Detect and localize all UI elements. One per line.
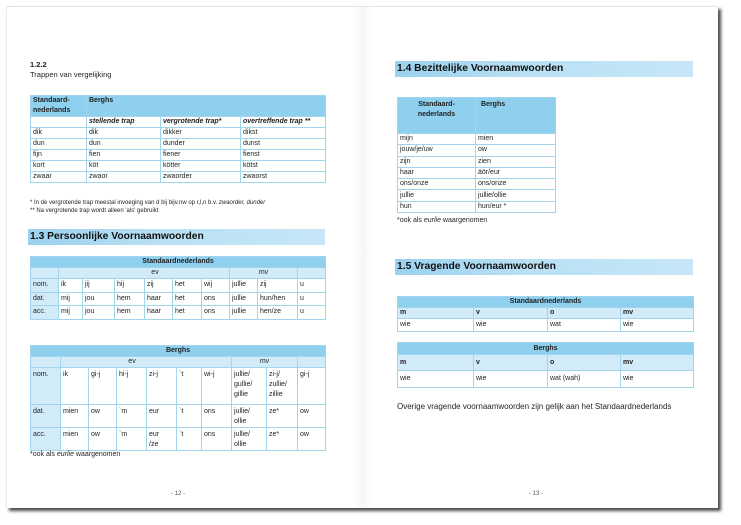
eurlie-note [397,216,487,225]
table-cell: het [173,279,202,293]
case-label: nom. [31,279,59,293]
heading-personal-pronouns: 1.3 Persoonlijke Voornaamwoorden [28,229,325,245]
table-cell: ze* [267,428,298,451]
table-cell: wat (wah) [548,371,621,388]
possessive-header-row [398,98,556,134]
table-cell: jullie [230,306,258,320]
table-title: Standaardnederlands [31,257,326,268]
table-cell: fijn [31,150,87,161]
table-row [398,319,694,332]
table-row [31,292,326,306]
gender-header-row [398,355,694,371]
case-label: dat. [31,292,59,306]
table-cell: eur /ze [147,428,177,451]
note-italic: eurlie [423,217,441,224]
heading-interrogative-pronouns: 1.5 Vragende Voornaamwoorden [395,259,693,275]
gender-header: m [398,355,474,371]
table-cell: wat [548,319,621,332]
table-cell: fienst [241,150,326,161]
page-number: - 13 - [529,491,544,497]
table-cell: ow [298,405,326,428]
table-cell: mien [61,428,89,451]
table-row [31,128,326,139]
number-row [31,268,326,279]
table-cell: hem [115,292,145,306]
table-cell: jullie/ollie [476,190,556,201]
table-cell: ons [202,428,232,451]
table-row [398,190,556,201]
table-cell: zij [145,279,173,293]
table-cell: jullie [230,279,258,293]
table-cell: zi-j [147,368,177,405]
table-title-row [398,343,694,355]
page-number: - 12 - [171,491,186,497]
table-row [398,145,556,156]
closing-text: Overige vragende voornaamwoorden zijn gelijk aan het Standaardnederlands [397,402,672,411]
berghs-interrogative-table [397,342,694,388]
table-cell: ze* [267,405,298,428]
table-cell: äör/eur [476,167,556,178]
table-cell: `t [177,368,202,405]
header-berghs: Berghs [476,98,556,134]
table-row [31,428,326,451]
subheader-empty [31,117,87,128]
table-cell: zien [476,156,556,167]
header-standard: Standaard- nederlands [398,98,476,134]
table-cell: dun [87,139,161,150]
table-row [398,179,556,190]
table-title-row [398,297,694,308]
table-cell: jij [83,279,115,293]
table-cell: hun [398,201,476,212]
table-cell: jullie/ ollie [232,405,267,428]
table-cell: `m [117,405,147,428]
table-row [398,156,556,167]
eurlie-note [30,450,120,459]
table-cell: zij [258,279,298,293]
table-row [31,172,326,183]
note-prefix: *ook als [397,217,424,224]
table-title: Standaardnederlands [398,297,694,308]
footnote-1 [30,199,265,207]
table-cell: u [298,306,326,320]
table-title-row [31,346,326,357]
table-cell: wie [621,371,694,388]
table-cell: ons [202,306,230,320]
footnote-1-example: zwaorder, dunder [218,200,266,206]
table-cell: zwaar [31,172,87,183]
table-cell: ons/onze [398,179,476,190]
comparison-table [30,95,326,183]
gender-header: o [548,355,621,371]
table-cell: dikst [241,128,326,139]
table-cell: fiener [161,150,241,161]
possessive-table [397,97,556,213]
table-cell: dik [87,128,161,139]
table-cell: wie [621,319,694,332]
gender-header-row [398,308,694,319]
table-cell: haar [398,167,476,178]
table-row [31,306,326,320]
table-cell: wie [474,319,548,332]
singular-label: ev [59,268,230,279]
standard-interrogative-table [397,296,694,332]
subheader-stellende: stellende trap [87,117,161,128]
gender-header: v [474,308,548,319]
heading-possessive-pronouns: 1.4 Bezittelijke Voornaamwoorden [395,61,693,77]
table-title: Berghs [398,343,694,355]
number-row [31,357,326,368]
singular-label: ev [61,357,232,368]
table-cell: hen/ze [258,306,298,320]
section-number: 1.2.2 [30,60,47,69]
standard-personal-table [30,256,326,320]
table-row [31,161,326,172]
table-cell: jouw/je/uw [398,145,476,156]
number-empty [31,357,61,368]
berghs-personal-table [30,345,326,451]
table-cell: u [298,292,326,306]
table-cell: mijn [398,134,476,145]
table-cell: wie [398,371,474,388]
plural-label: mv [232,357,298,368]
case-label: acc. [31,306,59,320]
table-cell: hem [115,306,145,320]
table-cell: jou [83,306,115,320]
note-suffix: waargenomen [440,217,488,224]
table-cell: zwaor [87,172,161,183]
table-cell: gi-j [89,368,117,405]
table-title-row [31,257,326,268]
table-cell: wij [202,279,230,293]
table-cell: ow [89,405,117,428]
table-cell: ow [476,145,556,156]
note-prefix: *ook als [30,451,57,458]
table-cell: het [173,292,202,306]
table-cell: ow [89,428,117,451]
table-cell: hij [115,279,145,293]
header-standard: Standaard- nederlands [31,96,87,117]
table-cell: u [298,279,326,293]
footnotes [30,199,265,215]
plural-label: mv [230,268,298,279]
table-cell: zwaorst [241,172,326,183]
table-row [398,201,556,212]
table-cell: jullie/ gullie/ gillie [232,368,267,405]
table-cell: dikker [161,128,241,139]
case-label: nom. [31,368,61,405]
section-subtitle: Trappen van vergelijking [30,70,112,79]
table-cell: dunst [241,139,326,150]
case-label: dat. [31,405,61,428]
table-cell: köt [87,161,161,172]
table-cell: haar [145,292,173,306]
table-cell: kötter [161,161,241,172]
number-empty [298,268,326,279]
gender-header: mv [621,308,694,319]
table-cell: wi-j [202,368,232,405]
gender-header: mv [621,355,694,371]
table-cell: `t [177,405,202,428]
table-cell: jullie [230,292,258,306]
table-cell: ons [202,292,230,306]
table-cell: hi-j [117,368,147,405]
table-row [398,167,556,178]
table-cell: jullie [398,190,476,201]
table-cell: hun/hen [258,292,298,306]
footnote-1-text: * In de vergrotende trap meestal invoeging van d bij bijv.nw op r,l,n b.v. [30,200,219,206]
table-cell: ons/onze [476,179,556,190]
comparison-header-row [31,96,326,117]
table-row [31,150,326,161]
table-cell: dunder [161,139,241,150]
table-cell: dun [31,139,87,150]
table-cell: mij [59,292,83,306]
gender-header: m [398,308,474,319]
subheader-vergrotende: vergrotende trap* [161,117,241,128]
table-cell: eur [147,405,177,428]
table-cell: jou [83,292,115,306]
header-berghs: Berghs [87,96,326,117]
table-title: Berghs [31,346,326,357]
table-cell: dik [31,128,87,139]
case-label: acc. [31,428,61,451]
note-suffix: waargenomen [73,451,121,458]
table-cell: mij [59,306,83,320]
page-fold [353,7,373,508]
number-empty [31,268,59,279]
table-cell: mien [61,405,89,428]
table-cell: jullie/ ollie [232,428,267,451]
table-cell: fien [87,150,161,161]
gender-header: v [474,355,548,371]
footnote-2: ** Na vergrotende trap wordt alleen 'als' gebruikt [30,208,159,214]
table-row [31,368,326,405]
table-row [31,279,326,293]
table-cell: ik [61,368,89,405]
table-cell: ons [202,405,232,428]
table-cell: kötst [241,161,326,172]
note-italic: eurlie [56,451,74,458]
table-cell: mien [476,134,556,145]
table-cell: hun/eur * [476,201,556,212]
table-row [398,371,694,388]
gender-header: o [548,308,621,319]
table-cell: gi-j [298,368,326,405]
table-cell: het [173,306,202,320]
table-cell: zijn [398,156,476,167]
table-cell: wie [398,319,474,332]
table-row [31,405,326,428]
table-cell: ik [59,279,83,293]
number-empty [298,357,326,368]
table-cell: `m [117,428,147,451]
comparison-subheader-row [31,117,326,128]
table-cell: ow [298,428,326,451]
table-cell: kort [31,161,87,172]
table-cell: zwaorder [161,172,241,183]
subheader-overtreffende: overtreffende trap ** [241,117,326,128]
table-row [398,134,556,145]
table-cell: wie [474,371,548,388]
table-cell: `t [177,428,202,451]
table-cell: haar [145,306,173,320]
table-row [31,139,326,150]
table-cell: zi-j/ zullie/ zillie [267,368,298,405]
